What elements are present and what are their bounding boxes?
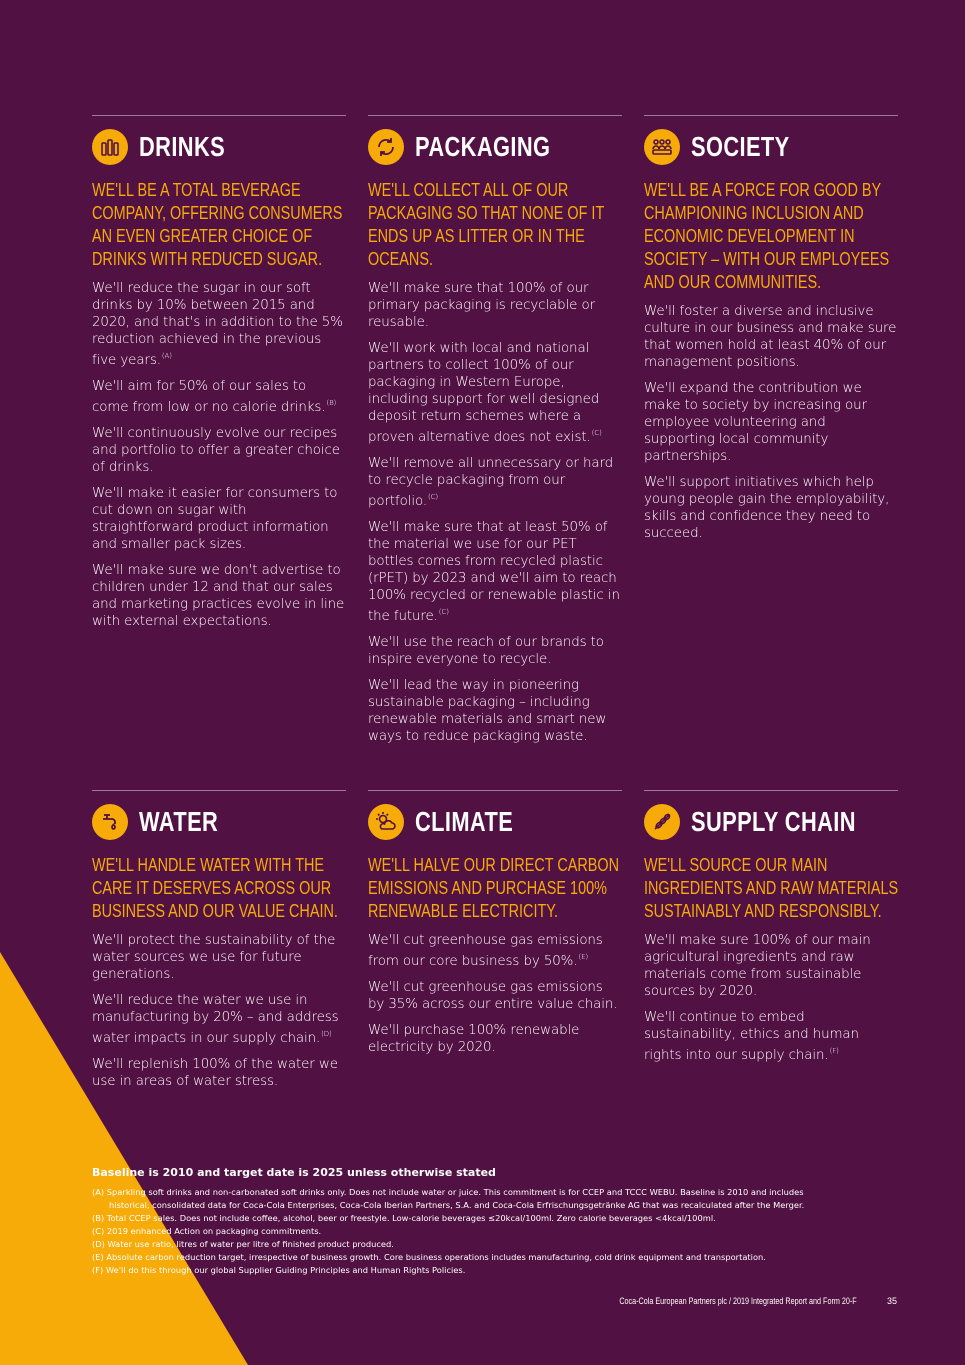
section-title: WATER <box>139 806 219 837</box>
paragraph: We'll reduce the water we use in manufacturing by 20% – and address water impacts in our supply chain.$^{(D)}$ <box>92 993 339 1046</box>
paragraph: We'll make sure we don't advertise to children under 12 and that our sales and marketing practices evolve in line with external expectations. <box>92 563 345 629</box>
footnote-f: (F) We'll do this through our global Supplier Guiding Principles and Human Rights Policies. <box>92 1265 466 1275</box>
footnote-ref: (A) <box>161 352 172 360</box>
section-divider <box>644 790 898 791</box>
paragraph: We'll support initiatives which help young people gain the employability, skills and confidence they need to succeed. <box>644 475 890 541</box>
section-water <box>92 790 346 1099</box>
paragraph: We'll make sure that at least 50% of the material we use for our PET bottles comes from recycled plastic (rPET) by 2023 and we'll aim to reach 100% recycled or renewable plastic in the future.$^{(C)}$ <box>368 520 620 624</box>
section-packaging <box>368 115 622 754</box>
paragraph: We'll purchase 100% renewable electricity by 2020. <box>368 1023 580 1055</box>
section-divider <box>92 115 346 116</box>
section-body <box>644 303 898 542</box>
paragraph: We'll cut greenhouse gas emissions by 35% across our entire value chain. <box>368 980 618 1012</box>
footnote-d: (D) Water use ratio, litres of water per litre of finished product produced. <box>92 1239 394 1249</box>
section-divider <box>644 115 898 116</box>
footnote-ref: (D) <box>321 1030 332 1038</box>
section-subtitle: WE'LL HANDLE WATER WITH THE CARE IT DESERVES ACROSS OUR BUSINESS AND OUR VALUE CHAIN. <box>92 854 338 921</box>
paragraph: We'll continue to embed sustainability, ethics and human rights into our supply chain.$^{(F)}$ <box>644 1010 859 1063</box>
people-icon <box>644 129 680 165</box>
paragraph: We'll foster a diverse and inclusive culture in our business and make sure that women hold at least 40% of our management positions. <box>644 304 897 370</box>
recycle-icon <box>368 129 404 165</box>
paragraph: We'll reduce the sugar in our soft drinks by 10% between 2015 and 2020, and that's in addition to the 5% reduction achieved in the previous five years.$^{(A)}$ <box>92 281 343 368</box>
section-supply-chain <box>644 790 898 1073</box>
paragraph: We'll use the reach of our brands to inspire everyone to recycle. <box>368 635 604 667</box>
paragraph: We'll continuously evolve our recipes and portfolio to offer a greater choice of drinks. <box>92 426 340 475</box>
section-body <box>92 280 346 630</box>
section-title: SOCIETY <box>691 131 790 162</box>
footnote-a-continued: historical, consolidated data for Coca-Cola Enterprises, Coca-Cola Iberian Partners, S.A. and Coca-Cola Erfrischungsgetränke AG that was recalculated after the Merger. <box>109 1200 805 1210</box>
page-number: 35 <box>886 1296 897 1306</box>
paragraph: We'll expand the contribution we make to society by increasing our employee volunteering and supporting local community partnerships. <box>644 381 867 464</box>
section-body <box>368 932 622 1056</box>
bottles-icon <box>92 129 128 165</box>
footnote-b: (B) Total CCEP sales. Does not include coffee, alcohol, beer or freestyle. Low-calorie beverages ≤20kcal/100ml. Zero calorie beverages <4kcal/100ml. <box>92 1213 716 1223</box>
paragraph: We'll replenish 100% of the water we use in areas of water stress. <box>92 1057 338 1089</box>
report-title: Coca-Cola European Partners plc / 2019 Integrated Report and Form 20-F <box>619 1296 857 1306</box>
footnote-ref: (E) <box>578 953 589 961</box>
section-title: SUPPLY CHAIN <box>691 806 856 837</box>
section-subtitle: WE'LL COLLECT ALL OF OUR PACKAGING SO THAT NONE OF IT ENDS UP AS LITTER OR IN THE OCEANS. <box>368 179 604 269</box>
paragraph: We'll work with local and national partners to collect 100% of our packaging in Western Europe, including support for well designed deposit return schemes where a proven alternative does not exist.$^{(C)}$ <box>368 341 602 445</box>
section-body <box>644 932 898 1064</box>
section-subtitle: WE'LL BE A TOTAL BEVERAGE COMPANY, OFFERING CONSUMERS AN EVEN GREATER CHOICE OF DRINKS WITH REDUCED SUGAR. <box>92 179 343 269</box>
footnote-ref: (C) <box>428 493 439 501</box>
page-footer <box>560 1296 897 1306</box>
paragraph: We'll make sure that 100% of our primary packaging is recyclable or reusable. <box>368 281 595 330</box>
footnote-e: (E) Absolute carbon reduction target, irrespective of business growth. Core business operations includes manufacturing, cold drink equipment and transportation. <box>92 1252 766 1262</box>
section-body <box>368 280 622 745</box>
section-society <box>644 115 898 551</box>
section-title: PACKAGING <box>415 131 551 162</box>
footnote-ref: (F) <box>829 1047 839 1055</box>
footnote-ref: (C) <box>438 608 449 616</box>
section-subtitle: WE'LL SOURCE OUR MAIN INGREDIENTS AND RAW MATERIALS SUSTAINABLY AND RESPONSIBLY. <box>644 854 899 921</box>
leaf-icon <box>644 804 680 840</box>
paragraph: We'll make sure 100% of our main agricultural ingredients and raw materials come from sustainable sources by 2020. <box>644 933 871 999</box>
footnote-c: (C) 2019 enhanced Action on packaging commitments. <box>92 1226 322 1236</box>
section-subtitle: WE'LL BE A FORCE FOR GOOD BY CHAMPIONING INCLUSION AND ECONOMIC DEVELOPMENT IN SOCIETY – WITH OUR EMPLOYEES AND OUR COMMUNITIES. <box>644 179 890 292</box>
paragraph: We'll cut greenhouse gas emissions from our core business by 50%.$^{(E)}$ <box>368 933 603 969</box>
footnote-ref: (B) <box>326 399 337 407</box>
paragraph: We'll lead the way in pioneering sustainable packaging – including renewable materials and smart new ways to reduce packaging waste. <box>368 678 607 744</box>
paragraph: We'll remove all unnecessary or hard to recycle packaging from our portfolio.$^{(C)}$ <box>368 456 614 509</box>
paragraph: We'll protect the sustainability of the water sources we use for future generations. <box>92 933 336 982</box>
section-divider <box>368 115 622 116</box>
tap-icon <box>92 804 128 840</box>
paragraph: We'll aim for 50% of our sales to come from low or no calorie drinks.$^{(B)}$ <box>92 379 337 415</box>
footnote-a: (A) Sparkling soft drinks and non-carbonated soft drinks only. Does not include water or juice. This commitment is for CCEP and TCCC WEBU. Baseline is 2010 and includes <box>92 1187 804 1197</box>
section-drinks <box>92 115 346 639</box>
section-divider <box>368 790 622 791</box>
footnotes <box>92 1166 902 1277</box>
footnotes-heading: Baseline is 2010 and target date is 2025 unless otherwise stated <box>92 1166 496 1179</box>
section-body <box>92 932 346 1090</box>
section-subtitle: WE'LL HALVE OUR DIRECT CARBON EMISSIONS AND PURCHASE 100% RENEWABLE ELECTRICITY. <box>368 854 620 921</box>
section-divider <box>92 790 346 791</box>
sun-cloud-icon <box>368 804 404 840</box>
footnote-ref: (C) <box>591 429 602 437</box>
section-climate <box>368 790 622 1065</box>
section-title: CLIMATE <box>415 806 514 837</box>
paragraph: We'll make it easier for consumers to cut down on sugar with straightforward product information and smaller pack sizes. <box>92 486 338 552</box>
section-title: DRINKS <box>139 131 226 162</box>
